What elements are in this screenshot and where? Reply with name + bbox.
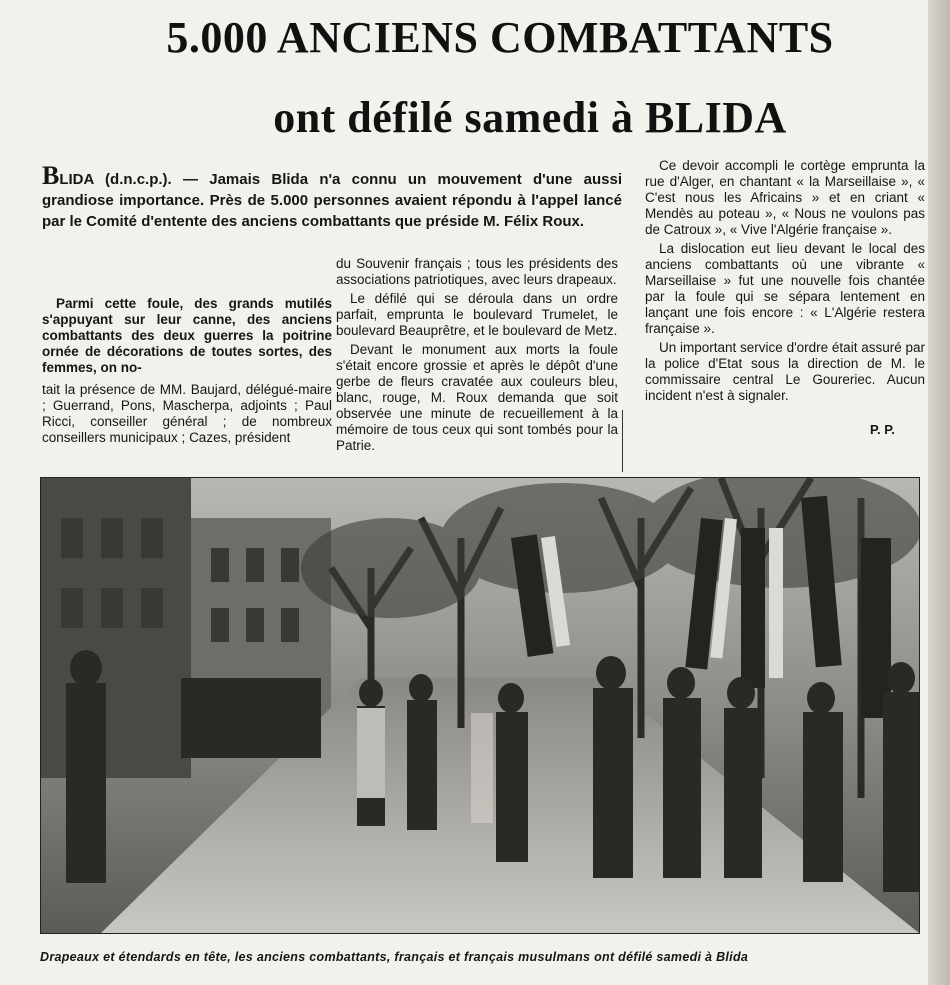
column-divider [622,410,623,472]
drop-cap: B [42,161,60,190]
column-1-bold-text: Parmi cette foule, des grands mutilés s'appuyant sur leur canne, des anciens combattants des deux guerres la poitrine ornée de décorations de toutes sortes, des femmes, on no- [42,296,332,375]
parade-photo [40,477,920,934]
headline-line-2: ont défilé samedi à BLIDA [273,93,787,142]
article-column-2 [336,256,618,457]
column-3-paragraph-3: Un important service d'ordre était assuré par la police d'Etat sous la direction de M. le commissaire central Le Goureriec. Aucun incident n'est à signaler. [645,340,925,403]
lead-text: LIDA (d.n.c.p.). — Jamais Blida n'a connu un mouvement d'une aussi grandiose importance. Près de 5.000 personnes avaient répondu à l'appel lancé par le Comité d'entente des anciens combattants que préside M. Félix Roux. [42,171,622,230]
column-3-paragraph-2: La dislocation eut lieu devant le local des anciens combattants où une vibrante « Marseillaise » fut une nouvelle fois chantée par la foule qui se sépara lentement en lançant une fois encore : « L'Algérie restera française ». [645,241,925,336]
column-2-paragraph-2: Le défilé qui se déroula dans un ordre parfait, emprunta le boulevard Trumelet, le boulevard Beauprêtre, et le boulevard de Metz. [336,291,618,338]
lead-paragraph [42,161,622,232]
column-3-paragraph-1: Ce devoir accompli le cortège emprunta la rue d'Alger, en chantant « la Marseillaise », « C'est nous les Africains » et en criant « Mendès au poteau », « Nous ne voulons pas de Catroux », « Vive l'Algérie française ». [645,158,925,237]
column-2-paragraph-3: Devant le monument aux morts la foule s'était encore grossie et après le dépôt d'une gerbe de fleurs cravatée aux couleurs bleu, blanc, rouge, M. Roux demanda que soit observée une minute de recueillement à la mémoire de tous ceux qui sont tombés pour la Patrie. [336,342,618,453]
author-signature: P. P. [870,422,895,437]
article-column-3 [645,158,925,407]
page-edge [928,0,950,985]
column-2-paragraph-1: du Souvenir français ; tous les présidents des associations patriotiques, avec leurs drapeaux. [336,256,618,287]
column-1-text: tait la présence de MM. Baujard, délégué-maire ; Guerrand, Pons, Mascherpa, adjoints ; Paul Ricci, conseiller général ; de nombreux conseillers municipaux ; Cazes, président [42,382,332,445]
headline-line-1: 5.000 ANCIENS COMBATTANTS [166,13,834,62]
parade-photo-illustration [41,478,919,933]
photo-caption: Drapeaux et étendards en tête, les anciens combattants, français et français musulmans ont défilé samedi à Blida [40,950,749,964]
article-column-1 [42,296,332,449]
